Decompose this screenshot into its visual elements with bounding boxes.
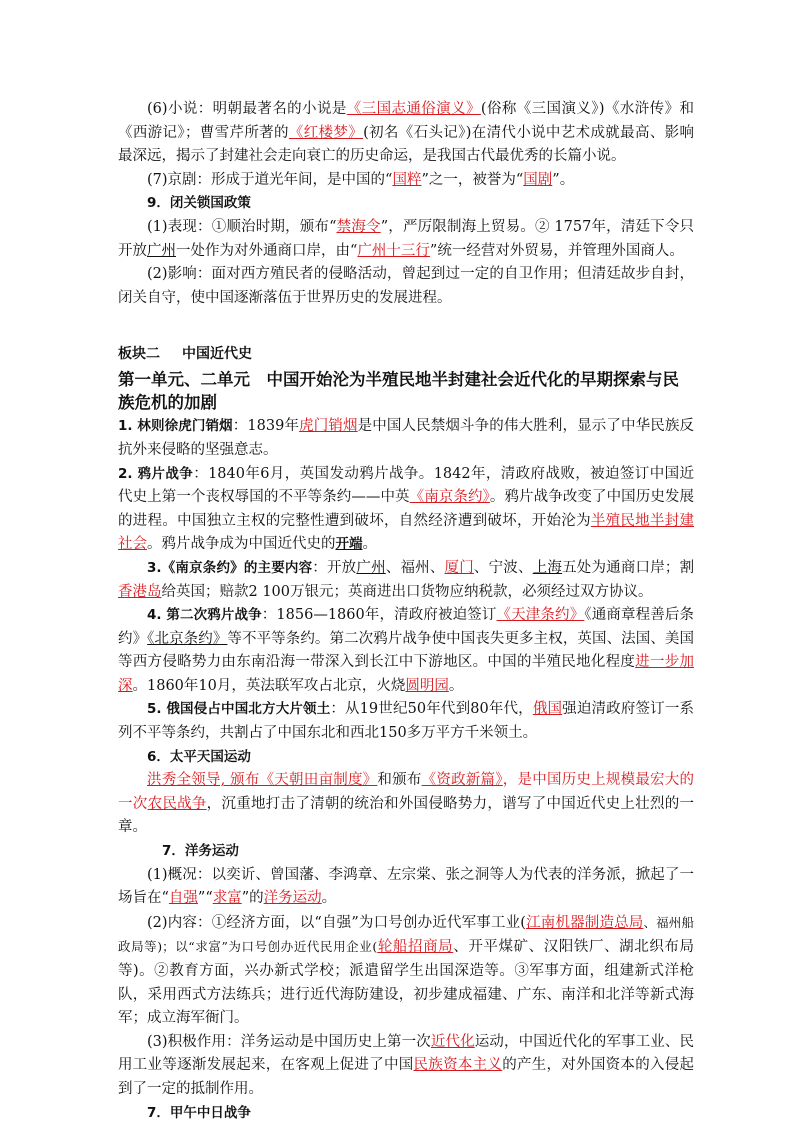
heading-text: 7．甲午中日战争 bbox=[147, 1104, 251, 1121]
keyword: 广州 bbox=[356, 559, 386, 576]
text: 。 bbox=[448, 677, 464, 694]
keyword: 禁海令 bbox=[336, 218, 381, 235]
keyword: 江南机器制造总局 bbox=[525, 914, 644, 931]
keyword: 《北京条约》 bbox=[147, 630, 228, 647]
keyword: 国粹 bbox=[392, 171, 422, 188]
keyword: 俄国 bbox=[532, 701, 563, 718]
item-taiping bbox=[118, 769, 694, 840]
paragraph-peking-opera bbox=[118, 169, 694, 193]
text: 和颁布 bbox=[377, 772, 422, 789]
keyword: 《南京条约》 bbox=[409, 489, 490, 506]
keyword: 厦门 bbox=[444, 559, 474, 576]
text: ”“ bbox=[197, 890, 213, 907]
text: 。1860年10月，英法联军攻占北京，火烧 bbox=[132, 677, 406, 694]
item-second-opium-war bbox=[118, 604, 694, 698]
document-page bbox=[118, 98, 694, 1125]
keyword: 开端 bbox=[335, 536, 363, 553]
text: ”。 bbox=[552, 171, 575, 188]
text: 。 bbox=[321, 890, 337, 907]
section-label: 板块二 bbox=[118, 346, 160, 363]
heading-taiping bbox=[118, 746, 694, 770]
keyword: 洋务运动 bbox=[263, 890, 322, 907]
text: (3)积极作用：洋务运动是中国历史上第一次 bbox=[147, 1033, 431, 1050]
text: ：1840年6月，英国发动鸦片战争。1842年，清政府战败，被迫签订中国近代史上第一个丧权辱国的不平等条约——中英 bbox=[118, 465, 694, 506]
keyword: 虎门销烟 bbox=[299, 418, 358, 435]
text: ，沉重地打击了清朝的统治和外国侵略势力，谱写了中国近代史上壮烈的一章。 bbox=[118, 795, 695, 836]
section-title: 中国近代史 bbox=[182, 346, 252, 363]
keyword: 《天津条约》 bbox=[496, 607, 585, 624]
text: 、福州船政局等)；以“求富”为口号创办近代民用企业( bbox=[118, 914, 694, 955]
item-westernization-effect bbox=[118, 1031, 694, 1102]
heading-text: 9．闭关锁国政策 bbox=[147, 195, 251, 212]
text: (1)表现：①顺治时期，颁布“ bbox=[147, 218, 337, 235]
keyword: 圆明园 bbox=[405, 677, 449, 694]
text: 等不平等条约。第二次鸦片战争使中国丧失更多主权，英国、法国、美国等西方侵略势力由东南沿海一带深入到长江中下游地区。中国的半殖民地化程度 bbox=[118, 630, 695, 671]
keyword: 半殖民地半封建社会 bbox=[118, 512, 695, 553]
unit-title: 第一单元、二单元 中国开始沦为半殖民地半封建社会近代化的早期探索与民族危机的加剧 bbox=[118, 370, 679, 413]
heading-text: 6．太平天国运动 bbox=[147, 748, 251, 765]
text: ：1839年 bbox=[232, 418, 300, 435]
item-nanjing-treaty bbox=[118, 557, 694, 604]
paragraph-policy-impact: (2)影响：面对西方殖民者的侵略活动，曾起到过一定的自卫作用；但清廷故步自封，闭关自守，使中国逐渐落伍于世界历史的发展进程。 bbox=[118, 266, 694, 306]
keyword: 香港岛 bbox=[118, 583, 162, 600]
keyword: 国剧 bbox=[523, 171, 553, 188]
keyword: 广州十三行 bbox=[357, 242, 430, 259]
section-heading bbox=[118, 344, 694, 364]
text: (1)概况：以奕䜣、曾国藩、李鸿章、左宗棠、张之洞等人为代表的洋务派，掀起了一场旨在“ bbox=[118, 866, 694, 907]
text: 五处为通商口岸；割 bbox=[562, 559, 695, 576]
item-westernization-overview bbox=[118, 864, 694, 911]
text: 。鸦片战争改变了中国历史发展的进程。中国独立主权的完整性遭到破坏，自然经济遭到破坏，开始沦为 bbox=[118, 489, 695, 529]
keyword: 轮船招商局 bbox=[377, 939, 454, 956]
item-heading: 3.《南京条约》的主要内容 bbox=[147, 559, 313, 576]
text: 强迫清政府签订一系列不平等条约，共割占了中国东北和西北150多万平方千米领土。 bbox=[118, 701, 694, 742]
text: (7)京剧：形成于道光年间，是中国的“ bbox=[147, 171, 393, 188]
text: ，是中国历史上规模最宏大的一次 bbox=[118, 772, 695, 812]
item-russia bbox=[118, 698, 694, 745]
text: ：从19世纪50年代到80年代， bbox=[330, 701, 533, 718]
keyword: 洪秀全领导, 颁布 bbox=[147, 772, 260, 789]
text: (6)小说：明朝最著名的小说是 bbox=[147, 101, 347, 117]
text: 是中国人民禁烟斗争的伟大胜利，显示了中华民族反抗外来侵略的坚强意志。 bbox=[118, 418, 694, 458]
text: ：开放 bbox=[312, 559, 357, 576]
text: 《通商章程善后条约》 bbox=[118, 607, 694, 647]
heading-text: 7．洋务运动 bbox=[162, 843, 239, 860]
text: 、开平煤矿、汉阳铁厂、湖北织布局等)。②教育方面，兴办新式学校；派遣留学生出国深造等。③军事方面，组建新式洋枪队，采用西式方法练兵；进行近代海防建设，初步建成福建、广东、南洋和北洋等新式海军；成立海军衙门。 bbox=[118, 939, 695, 1027]
item-westernization-content bbox=[118, 911, 694, 1031]
keyword: 上海 bbox=[532, 559, 563, 576]
text: (2)内容：①经济方面，以“自强”为口号创办近代军事工业( bbox=[147, 914, 526, 931]
text: 一处作为对外通商口岸，由“ bbox=[176, 242, 358, 259]
item-heading: 5. 俄国侵占中国北方大片领土 bbox=[147, 701, 331, 718]
item-humen bbox=[118, 415, 694, 462]
item-heading: 1. 林则徐虎门销烟 bbox=[118, 418, 233, 435]
keyword: 自强 bbox=[168, 890, 198, 907]
keyword: 民族资本主义 bbox=[413, 1057, 503, 1074]
text: (初名《石头记》)在清代小说中艺术成就最高、影响最深远，揭示了封建社会走向衰亡的历史命运，是我国古代最优秀的长篇小说。 bbox=[118, 124, 695, 165]
text: 的产生，对外国资本的入侵起到了一定的抵制作用。 bbox=[118, 1057, 695, 1097]
keyword: 《天朝田亩制度》 bbox=[259, 772, 378, 789]
text: ：1856—1860年，清政府被迫签订 bbox=[261, 607, 497, 624]
keyword: 广州 bbox=[147, 242, 176, 259]
keyword: 近代化 bbox=[430, 1033, 475, 1050]
text: ”之一，被誉为“ bbox=[421, 171, 524, 188]
item-heading: 2. 鸦片战争 bbox=[118, 465, 194, 482]
heading-westernization bbox=[118, 840, 694, 864]
paragraph-novels bbox=[118, 98, 694, 169]
keyword: 《资政新篇》 bbox=[421, 772, 503, 789]
keyword: 进一步加深 bbox=[118, 654, 695, 694]
text: 运动，中国近代化的军事工业、民用工业等逐渐发展起来，在客观上促进了中国 bbox=[118, 1033, 694, 1074]
paragraph-policy-manifestation bbox=[118, 216, 694, 263]
text: 。鸦片战争成为中国近代史的 bbox=[147, 536, 336, 553]
keyword: 农民战争 bbox=[147, 795, 207, 812]
keyword: 求富 bbox=[212, 890, 242, 907]
text: 。 bbox=[362, 536, 377, 553]
keyword: 《红楼梦》 bbox=[288, 124, 364, 141]
text: ”统一经营对外贸易，并管理外国商人。 bbox=[429, 242, 684, 259]
text: 、宁波、 bbox=[473, 559, 533, 576]
text: 给英国；赔款2 100万银元；英商进出口货物应纳税款，必须经过双方协议。 bbox=[161, 583, 653, 600]
heading-sino-japanese-war bbox=[118, 1102, 694, 1126]
text: (俗称《三国演义》)《水浒传》和《西游记》；曹雪芹所著的 bbox=[118, 101, 694, 141]
text: ”的 bbox=[241, 890, 264, 907]
item-heading: 4. 第二次鸦片战争 bbox=[147, 607, 262, 624]
text: 、福州、 bbox=[385, 559, 445, 576]
text: ”，严厉限制海上贸易。② 1757年，清廷下令只开放 bbox=[118, 218, 695, 259]
keyword: 《三国志通俗演义》 bbox=[346, 101, 481, 117]
item-opium-war bbox=[118, 463, 694, 557]
heading-closed-door-policy bbox=[118, 192, 694, 216]
